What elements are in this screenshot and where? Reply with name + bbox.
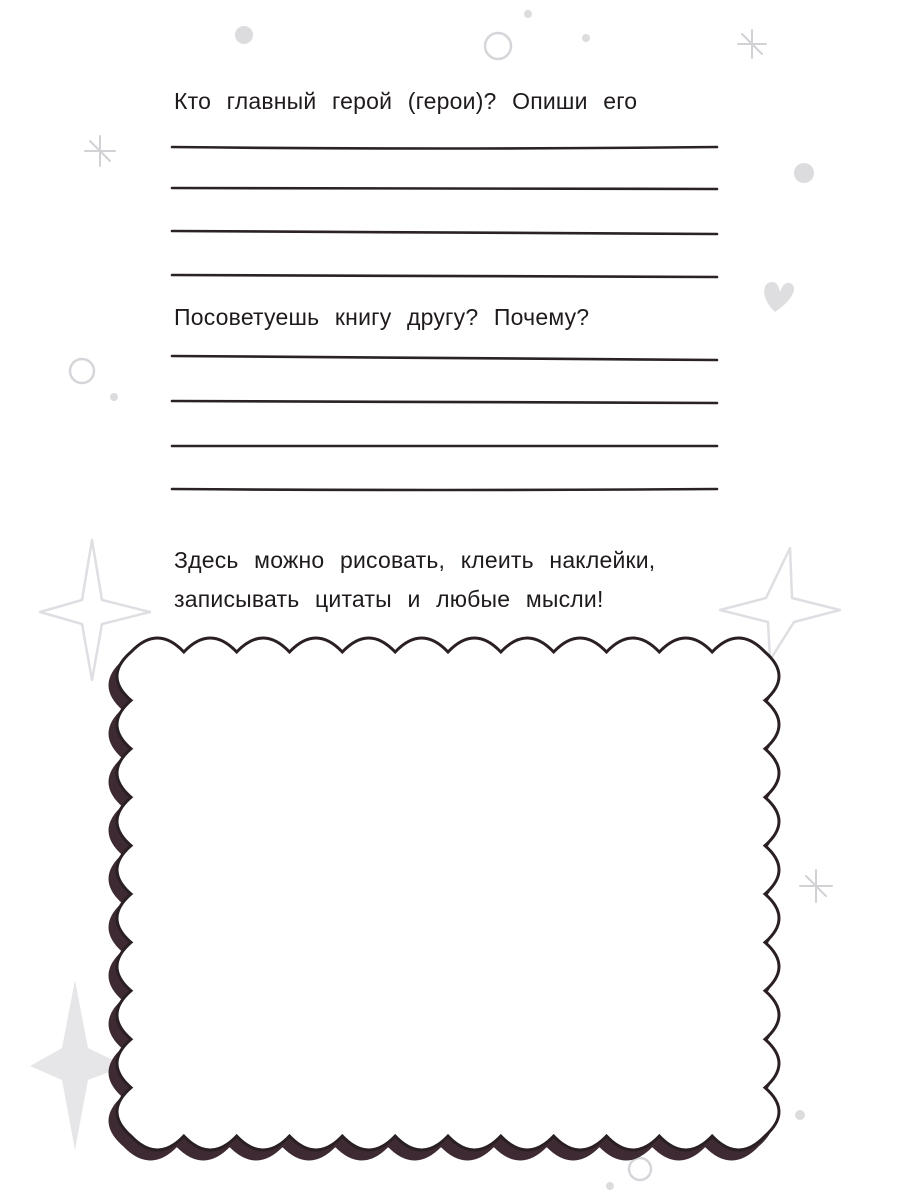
free-area-caption-line-2: записывать цитаты и любые мысли!: [174, 586, 604, 612]
hero-question-prompt: Кто главный герой (герои)? Опиши его: [174, 88, 638, 114]
free-area-caption-line-1: Здесь можно рисовать, клеить наклейки,: [174, 547, 656, 573]
recommend-question-prompt: Посоветуешь книгу другу? Почему?: [174, 304, 590, 330]
frame-border: [117, 638, 779, 1150]
